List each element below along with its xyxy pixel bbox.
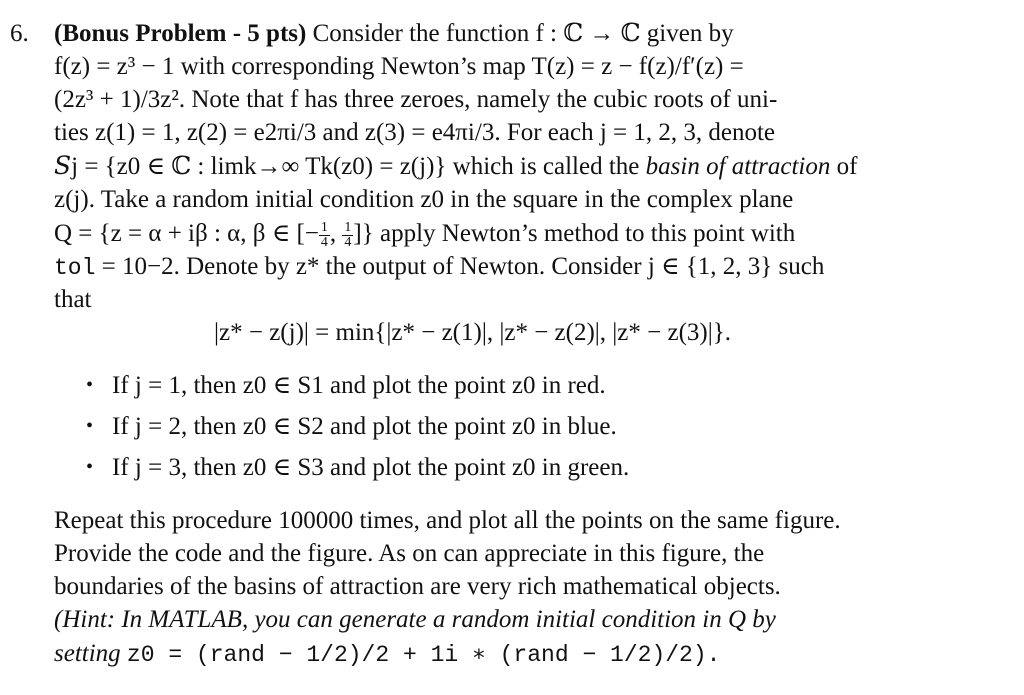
bullet-item-1: If j = 1, then z0 ∈ S1 and plot the point z0 in red. xyxy=(112,372,606,399)
problem-heading: (Bonus Problem - 5 pts) xyxy=(54,20,307,47)
problem-line-8-text: = 10−2. Denote by z* the output of Newton. Consider j ∈ {1, 2, 3} such xyxy=(101,253,825,280)
hint-line-2 xyxy=(54,638,720,671)
display-equation: |z* − z(j)| = min{|z* − z(1)|, |z* − z(2)|, |z* − z(3)|}. xyxy=(214,319,731,346)
square-q-definition: Q = {z = α + iβ : α, β ∈ [− xyxy=(54,220,319,247)
closing-line-2: Provide the code and the figure. As on can appreciate in this figure, the xyxy=(54,540,765,567)
hint-setting: setting xyxy=(54,640,121,667)
basin-definition: j = {z0 ∈ ℂ : limk→∞ Tk(z0) = z(j)} which is called the xyxy=(71,153,640,180)
bullet-dot: • xyxy=(86,456,94,478)
problem-line-5 xyxy=(54,150,857,183)
square-q-tail: ]} apply Newton’s method to this point with xyxy=(353,220,796,247)
closing-line-3: boundaries of the basins of attraction are very rich mathematical objects. xyxy=(54,573,781,600)
problem-line-7: Q = {z = α + iβ : α, β ∈ [− $\frac{1}{4}$ , $\frac{1}{4}$ ]} apply Newton’s method to this point with xyxy=(54,219,796,250)
hint-matlab-code: z0 = (rand − 1/2)/2 + 1i ∗ (rand − 1/2)/2). xyxy=(126,642,721,668)
problem-line-1 xyxy=(54,18,734,50)
bullet-item-2: If j = 2, then z0 ∈ S2 and plot the point z0 in blue. xyxy=(112,413,617,440)
bullet-dot: • xyxy=(86,374,94,396)
line-5-of: of xyxy=(836,153,858,180)
bullet-dot: • xyxy=(86,415,94,437)
problem-line-2: f(z) = z³ − 1 with corresponding Newton’s map T(z) = z − f(z)/f′(z) = xyxy=(54,53,744,80)
fraction-quarter: $\frac{1}{4}$ xyxy=(344,219,352,250)
bullet-item-3: If j = 3, then z0 ∈ S3 and plot the point z0 in green. xyxy=(112,454,630,481)
fraction-neg-quarter: $\frac{1}{4}$ xyxy=(320,219,328,250)
problem-line-1-text: Consider the function f : ℂ → ℂ given by xyxy=(312,20,734,47)
basin-of-attraction-term: basin of attraction xyxy=(645,153,831,180)
problem-number: 6. xyxy=(10,20,29,47)
problem-line-3: (2z³ + 1)/3z². Note that f has three zeroes, namely the cubic roots of uni- xyxy=(54,86,778,113)
problem-line-8 xyxy=(54,251,824,284)
closing-line-1: Repeat this procedure 100000 times, and plot all the points on the same figure. xyxy=(54,507,841,534)
tol-code: tol xyxy=(54,255,96,281)
problem-line-4: ties z(1) = 1, z(2) = e2πi/3 and z(3) = e4πi/3. For each j = 1, 2, 3, denote xyxy=(54,119,776,146)
hint-line-1: (Hint: In MATLAB, you can generate a random initial condition in Q by xyxy=(54,606,776,633)
problem-line-6: z(j). Take a random initial condition z0 in the square in the complex plane xyxy=(54,186,794,213)
problem-line-9: that xyxy=(54,286,92,313)
basin-symbol: S xyxy=(54,151,72,180)
